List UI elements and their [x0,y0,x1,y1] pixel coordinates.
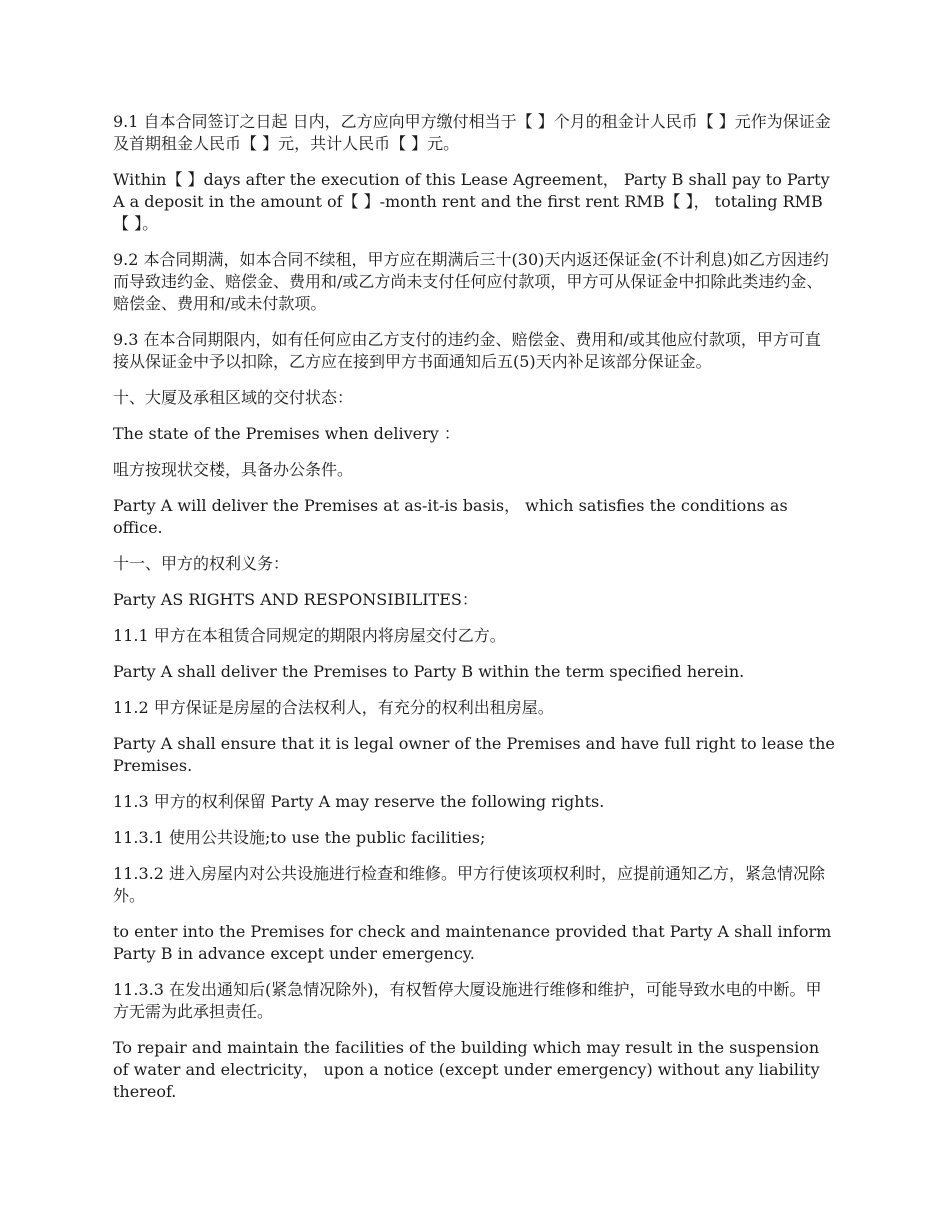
clause-9-1-zh: 9.1 自本合同签订之日起 日内，乙方应向甲方缴付相当于【 】个月的租金计人民币【 】元作为保证金及首期租金人民币【 】元，共计人民币【 】元。 [113,112,831,153]
section-10-heading-zh: 十、大厦及承租区域的交付状态： [113,388,354,407]
clause-9-3-zh: 9.3 在本合同期限内，如有任何应由乙方支付的违约金、赔偿金、费用和/或其他应付款项，甲方可直接从保证金中予以扣除，乙方应在接到甲方书面通知后五(5)天内补足该部分保证金。 [113,330,821,371]
clause-11-1-en: Party A shall deliver the Premises to Party B within the term specified herein. [113,662,745,681]
clause-11-3-3-en: To repair and maintain the facilities of the building which may result in the suspension of water and electricity， upon a notice (except under emergency) without any liability thereof. [113,1038,820,1101]
clause-9-1-en: Within【 】days after the execution of this Lease Agreement， Party B shall pay to Party A a deposit in the amount of【 】-month rent and the first rent RMB【 】， totaling RMB【 】。 [113,170,830,233]
section-11-heading-zh: 十一、甲方的权利义务： [113,554,290,573]
document-page [113,111,835,1117]
section-10-heading-en: The state of the Premises when delivery ： [113,424,460,443]
clause-11-3: 11.3 甲方的权利保留 Party A may reserve the following rights. [113,792,605,811]
clause-9-2-zh: 9.2 本合同期满，如本合同不续租，甲方应在期满后三十(30)天内返还保证金(不计利息)如乙方因违约而导致违约金、赔偿金、费用和/或乙方尚未支付任何应付款项，甲方可从保证金中扣除此类违约金、赔偿金、费用和/或未付款项。 [113,250,829,313]
clause-11-3-3-zh: 11.3.3 在发出通知后(紧急情况除外)，有权暂停大厦设施进行维修和维护，可能导致水电的中断。甲方无需为此承担责任。 [113,980,822,1021]
clause-11-2-en: Party A shall ensure that it is legal owner of the Premises and have full right to lease the Premises. [113,734,835,775]
clause-11-3-1: 11.3.1 使用公共设施;to use the public facilities; [113,828,486,847]
clause-11-2-zh: 11.2 甲方保证是房屋的合法权利人，有充分的权利出租房屋。 [113,698,554,717]
clause-11-3-2-en: to enter into the Premises for check and maintenance provided that Party A shall inform Party B in advance except under emergency. [113,922,832,963]
section-11-heading-en: Party AS RIGHTS AND RESPONSIBILITES： [113,590,478,609]
clause-11-3-2-zh: 11.3.2 进入房屋内对公共设施进行检查和维修。甲方行使该项权利时，应提前通知乙方，紧急情况除外。 [113,864,825,905]
section-10-body-en: Party A will deliver the Premises at as-it-is basis， which satisfies the conditions as office. [113,496,788,537]
section-10-body-zh: 咀方按现状交楼，具备办公条件。 [113,460,354,479]
clause-11-1-zh: 11.1 甲方在本租赁合同规定的期限内将房屋交付乙方。 [113,626,506,645]
